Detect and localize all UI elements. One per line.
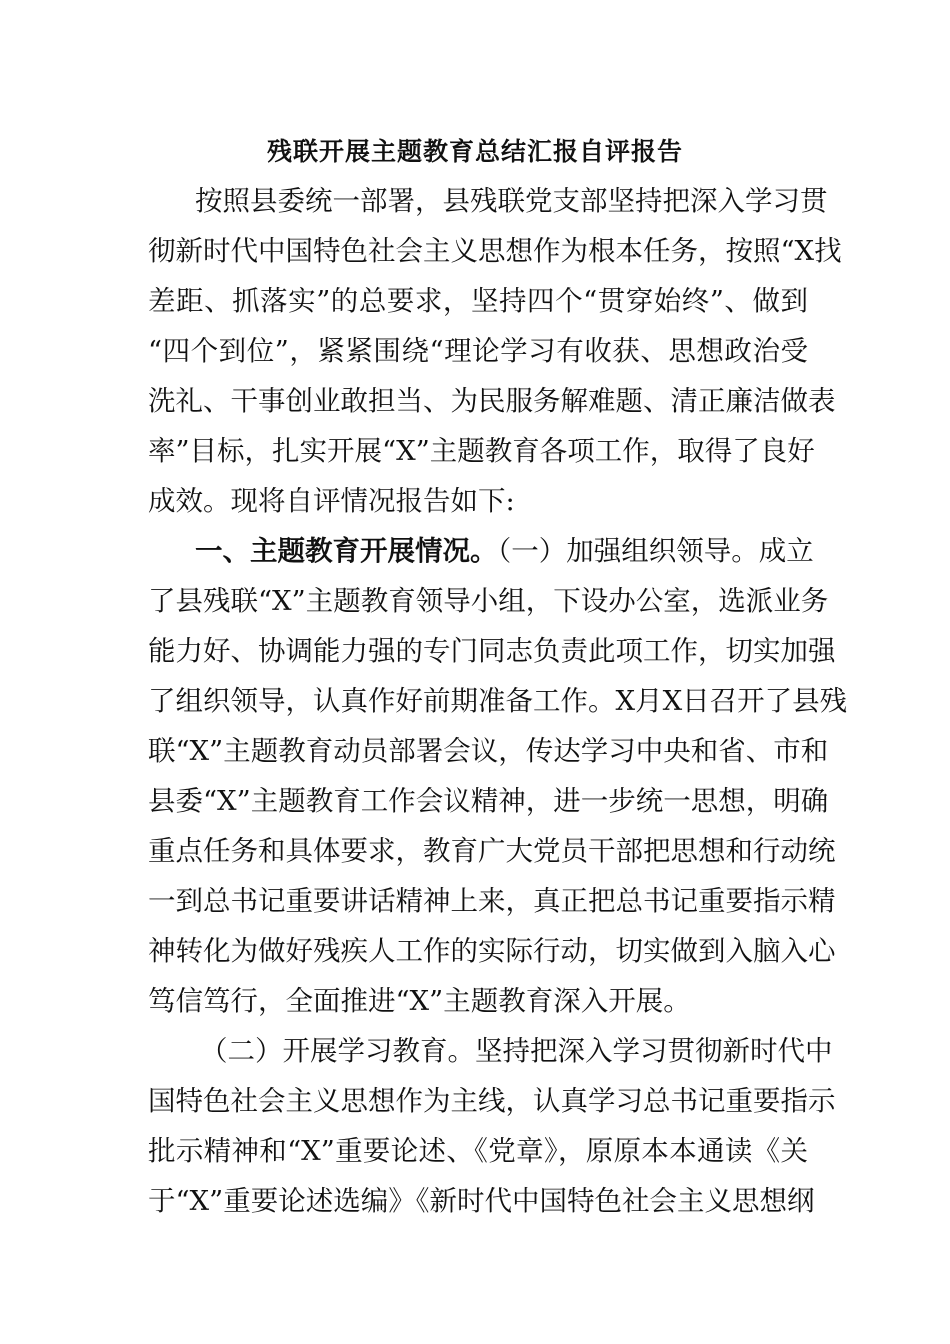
- section-1-first-line-text: （一）加强组织领导。成立: [497, 535, 814, 567]
- intro-line: 成效。现将自评情况报告如下:: [148, 485, 515, 517]
- section-1-line: 一到总书记重要讲话精神上来，真正把总书记重要指示精: [148, 885, 836, 917]
- section-1-line: 联“X”主题教育动员部署会议，传达学习中央和省、市和: [148, 735, 829, 767]
- document-title: 残联开展主题教育总结汇报自评报告: [266, 137, 683, 166]
- section-2-line: 批示精神和“X”重要论述、《党章》，原原本本通读《关: [148, 1135, 808, 1167]
- section-2-line: 国特色社会主义思想作为主线，认真学习总书记重要指示: [148, 1085, 836, 1117]
- intro-line: 率”目标，扎实开展“X”主题教育各项工作，取得了良好: [148, 435, 815, 467]
- intro-line: 彻新时代中国特色社会主义思想作为根本任务，按照“X找: [148, 235, 842, 267]
- section-2-line: 于“X”重要论述选编》《新时代中国特色社会主义思想纲: [148, 1185, 815, 1217]
- section-1-line: 了组织领导，认真作好前期准备工作。X月X日召开了县残: [148, 685, 848, 717]
- intro-line: 洗礼、干事创业敢担当、为民服务解难题、清正廉洁做表: [148, 385, 836, 417]
- section-1-line: 了县残联“X”主题教育领导小组，下设办公室，选派业务: [148, 585, 829, 617]
- section-1-line: 能力好、协调能力强的专门同志负责此项工作，切实加强: [148, 635, 836, 667]
- section-1-heading: 一、主题教育开展情况。: [195, 535, 498, 567]
- section-1-line: 神转化为做好残疾人工作的实际行动，切实做到入脑入心: [148, 935, 836, 967]
- intro-line: “四个到位”，紧紧围绕“理论学习有收获、思想政治受: [148, 335, 808, 367]
- section-2-line: （二）开展学习教育。坚持把深入学习贯彻新时代中: [200, 1035, 833, 1067]
- section-1-first-line: [195, 533, 814, 569]
- section-1-line: 县委“X”主题教育工作会议精神，进一步统一思想，明确: [148, 785, 829, 817]
- intro-line: 差距、抓落实”的总要求，坚持四个“贯穿始终”、做到: [148, 285, 808, 317]
- section-1-line: 重点任务和具体要求，教育广大党员干部把思想和行动统: [148, 835, 836, 867]
- section-1-line: 笃信笃行，全面推进“X”主题教育深入开展。: [148, 985, 691, 1017]
- intro-line: 按照县委统一部署，县残联党支部坚持把深入学习贯: [195, 185, 828, 217]
